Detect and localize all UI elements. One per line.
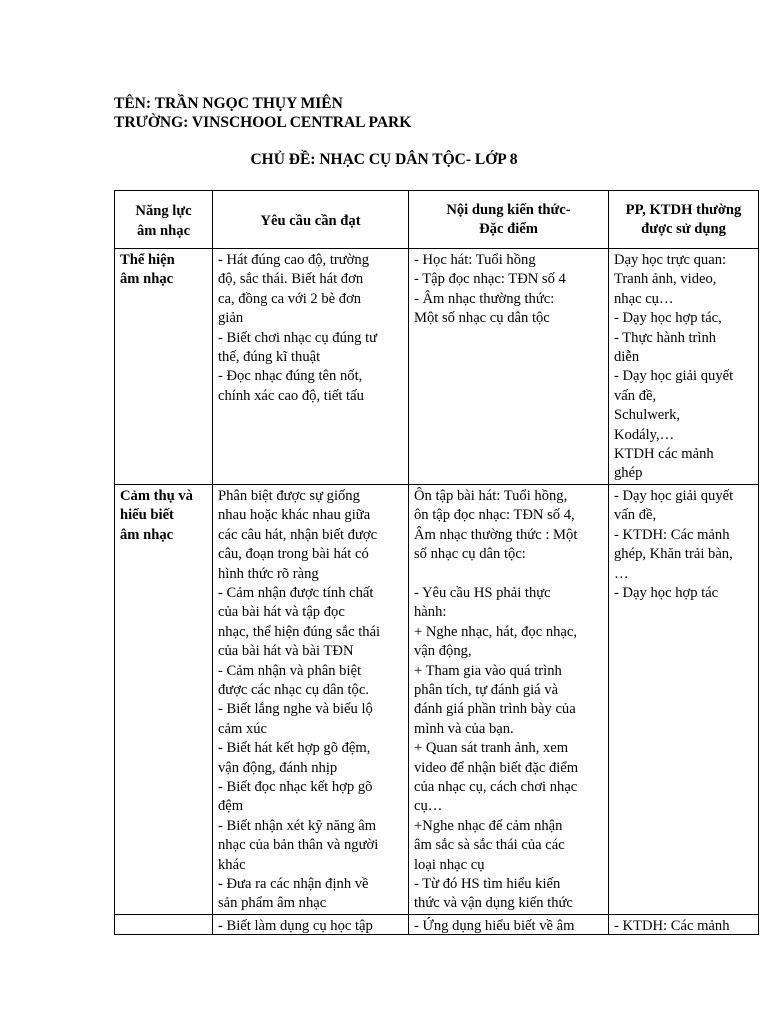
text-line: nhạc cụ…	[614, 290, 674, 307]
text-line: Ôn tập bài hát: Tuổi hồng,	[414, 487, 568, 504]
text-line: - Học hát: Tuổi hồng	[414, 252, 536, 268]
text-line: ôn tập đọc nhạc: TĐN số 4,	[414, 507, 575, 524]
text-line: số nhạc cụ dân tộc:	[414, 546, 526, 563]
text-line: Dạy học trực quan:	[614, 252, 727, 268]
text-line: phân tích, tự đánh giá và	[414, 681, 559, 698]
text-line: vấn đề,	[614, 507, 657, 524]
text-line: - Đưa ra các nhận định về	[218, 876, 369, 892]
text-line: hiểu biết	[120, 507, 174, 524]
text-line: của nhạc cụ, cách chơi nhạc	[414, 778, 578, 795]
text-line: của bài hát và bài TĐN	[218, 643, 354, 660]
text-line: +Nghe nhạc để cảm nhận	[414, 817, 563, 834]
competency-cell	[115, 484, 213, 914]
text-line: vận động, đánh nhịp	[218, 759, 338, 776]
content-cell	[409, 484, 609, 914]
text-line: Một số nhạc cụ dân tộc	[414, 310, 550, 327]
competency-cell	[115, 914, 213, 934]
text-line: nhạc của bản thân và người	[218, 837, 379, 854]
text-line: Nội dung kiến thức-	[446, 202, 571, 218]
text-line: độ, sắc thái. Biết hát đơn	[218, 271, 364, 288]
text-line: cảm xúc	[218, 720, 268, 737]
text-line: - Biết lắng nghe và biểu lộ	[218, 701, 373, 718]
header-requirements: Yêu cầu cần đạt	[213, 191, 409, 249]
text-line: - Từ đó HS tìm hiểu kiến	[414, 876, 561, 892]
text-line: âm nhạc	[120, 526, 174, 543]
text-line: thức và vận dụng kiến thức	[414, 895, 573, 912]
text-line: - Dạy học hợp tác,	[614, 310, 722, 327]
text-line: khác	[218, 856, 246, 873]
text-line: video để nhận biết đặc điểm	[414, 759, 579, 776]
text-line: đệm	[218, 798, 244, 815]
text-line: Kodály,…	[614, 426, 675, 443]
text-line: giản	[218, 310, 244, 327]
text-line: Thể hiện	[120, 252, 175, 268]
school-name: TRƯỜNG: VINSCHOOL CENTRAL PARK	[114, 114, 412, 131]
text-line: thế, đúng kĩ thuật	[218, 349, 321, 366]
text-line: - Biết chơi nhạc cụ đúng tư	[218, 329, 378, 346]
text-line: các câu hát, nhận biết được	[218, 526, 378, 543]
text-line: âm nhạc	[120, 271, 174, 288]
methods-cell	[609, 914, 759, 934]
text-line: + Nghe nhạc, hát, đọc nhạc,	[414, 623, 578, 640]
text-line: - Âm nhạc thường thức:	[414, 290, 555, 307]
text-line: - Thực hành trình	[614, 329, 717, 346]
requirements-cell	[213, 249, 409, 485]
text-line: - Cảm nhận và phân biệt	[218, 662, 362, 679]
text-line: Âm nhạc thường thức : Một	[414, 526, 578, 543]
author-header	[114, 94, 411, 132]
text-line: - Yêu cầu HS phải thực	[414, 584, 551, 601]
header-competency	[115, 191, 213, 249]
header-methods	[609, 191, 759, 249]
text-line: vận động,	[414, 643, 472, 660]
text-line: nhạc, thể hiện đúng sắc thái	[218, 623, 381, 640]
text-line: - Ứng dụng hiểu biết về âm	[414, 917, 575, 934]
text-line: loại nhạc cụ	[414, 856, 485, 873]
text-line: vấn đề,	[614, 387, 657, 404]
text-line: - Biết đọc nhạc kết hợp gõ	[218, 778, 373, 795]
author-name: TÊN: TRẦN NGỌC THỤY MIÊN	[114, 95, 343, 112]
lesson-plan-table	[114, 190, 759, 935]
text-line: ghép	[614, 465, 643, 482]
header-content	[409, 191, 609, 249]
text-line: …	[614, 565, 629, 582]
requirements-cell	[213, 484, 409, 914]
document-title: CHỦ ĐỀ: NHẠC CỤ DÂN TỘC- LỚP 8	[250, 151, 518, 168]
text-line: - Hát đúng cao độ, trường	[218, 252, 369, 268]
text-line: ghép, Khăn trải bàn,	[614, 546, 733, 563]
text-line: của bài hát và tập đọc	[218, 604, 345, 621]
text-line: cụ…	[414, 798, 443, 815]
text-line: hình thức rõ ràng	[218, 565, 319, 582]
text-line: chính xác cao độ, tiết tấu	[218, 387, 364, 404]
table-row	[115, 484, 759, 914]
text-line: âm nhạc	[136, 222, 191, 239]
text-line: câu, đoạn trong bài hát có	[218, 546, 369, 563]
content-cell	[409, 249, 609, 485]
text-line: Schulwerk,	[614, 407, 681, 424]
text-line: - Tập đọc nhạc: TĐN số 4	[414, 271, 566, 288]
text-line: nhau hoặc khác nhau giữa	[218, 507, 371, 524]
table-row	[115, 914, 759, 934]
text-line: Phân biệt được sự giống	[218, 487, 360, 504]
text-line: được các nhạc cụ dân tộc.	[218, 681, 369, 698]
text-line: hành:	[414, 604, 447, 621]
text-line: - KTDH: Các mảnh	[614, 917, 730, 934]
text-line: - Dạy học giải quyết	[614, 368, 734, 385]
text-line: - Biết làm dụng cụ học tập	[218, 917, 373, 934]
text-line: Đặc điểm	[479, 221, 538, 238]
text-line: diễn	[614, 349, 640, 366]
text-line: - Dạy học hợp tác	[614, 584, 719, 601]
text-line: Cảm thụ và	[120, 487, 193, 504]
text-line: sản phẩm âm nhạc	[218, 895, 327, 912]
text-line: + Quan sát tranh ảnh, xem	[414, 740, 569, 757]
text-line: + Tham gia vào quá trình	[414, 662, 562, 679]
text-line: Năng lực	[135, 203, 192, 220]
text-line: - KTDH: Các mảnh	[614, 526, 730, 543]
text-line: mình và của bạn.	[414, 720, 514, 737]
text-line: KTDH các mảnh	[614, 446, 714, 463]
text-line: - Biết nhận xét kỹ năng âm	[218, 817, 377, 834]
methods-cell	[609, 484, 759, 914]
text-line: PP, KTDH thường	[625, 202, 742, 218]
text-line: - Dạy học giải quyết	[614, 487, 734, 504]
content-cell	[409, 914, 609, 934]
text-line: được sử dụng	[641, 221, 726, 238]
table-row	[115, 249, 759, 485]
text-line: - Cảm nhận được tính chất	[218, 584, 374, 601]
methods-cell	[609, 249, 759, 485]
text-line: âm sắc sà sắc thái của các	[414, 837, 565, 854]
text-line: ca, đồng ca với 2 bè đơn	[218, 290, 362, 307]
text-line: - Đọc nhạc đúng tên nốt,	[218, 368, 363, 385]
text-line: đánh giá phần trình bày của	[414, 701, 576, 718]
text-line: - Biết hát kết hợp gõ đệm,	[218, 740, 371, 757]
text-line: Tranh ảnh, video,	[614, 271, 717, 288]
requirements-cell	[213, 914, 409, 934]
competency-cell	[115, 249, 213, 485]
text-line	[414, 565, 604, 584]
